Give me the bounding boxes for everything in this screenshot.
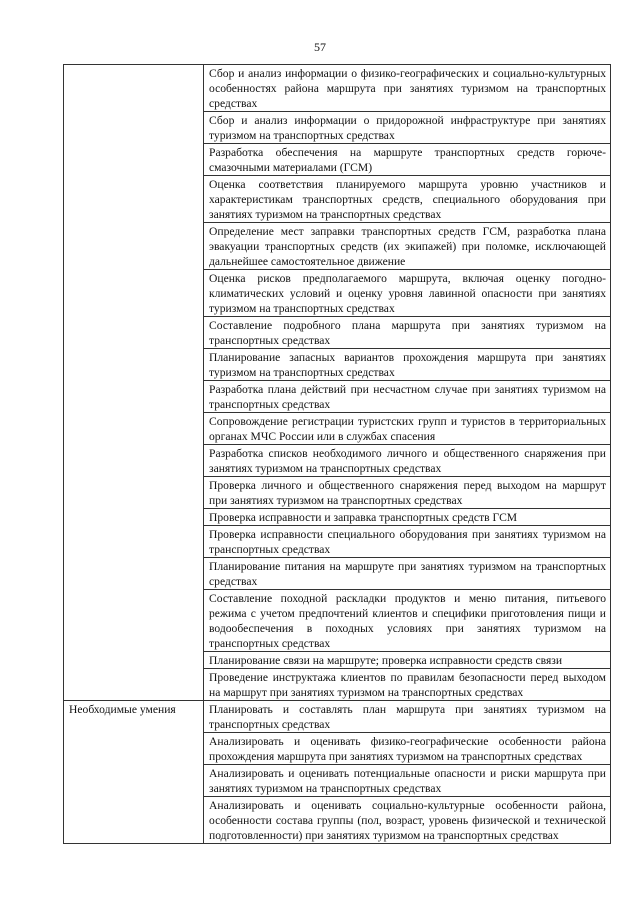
labor-action-cell: [204, 381, 611, 413]
labor-action-text: Сбор и анализ информации о придорожной инфраструктуре при занятиях туризмом на транспортных средствах: [209, 114, 606, 142]
skill-cell: [204, 701, 611, 733]
labor-action-cell: [204, 270, 611, 317]
labor-action-text: Планирование запасных вариантов прохождения маршрута при занятиях туризмом на транспортных средствах: [209, 351, 606, 379]
labor-action-cell: [204, 349, 611, 381]
labor-actions-label-cell: [64, 65, 204, 701]
labor-action-cell: [204, 65, 611, 112]
labor-action-text: Проверка исправности и заправка транспортных средств ГСМ: [209, 511, 518, 524]
labor-action-text: Проведение инструктажа клиентов по правилам безопасности перед выходом на маршрут при занятиях туризмом на транспортных средствах: [209, 671, 606, 699]
labor-action-cell: [204, 526, 611, 558]
labor-action-text: Составление подробного плана маршрута при занятиях туризмом на транспортных средствах: [209, 319, 606, 347]
labor-action-cell: [204, 176, 611, 223]
labor-action-cell: [204, 413, 611, 445]
labor-action-text: Планирование питания на маршруте при занятиях туризмом на транспортных средствах: [209, 560, 606, 588]
labor-action-text: Сбор и анализ информации о физико-географических и социально-культурных особенностях района маршрута при занятиях туризмом на транспортных средствах: [209, 67, 606, 110]
labor-action-text: Определение мест заправки транспортных средств ГСМ, разработка плана эвакуации транспортных средств (их экипажей) при поломке, исключающей дальнейшее самостоятельное движение: [209, 225, 606, 268]
skill-cell: [204, 765, 611, 797]
labor-action-cell: [204, 477, 611, 509]
labor-action-cell: [204, 144, 611, 176]
labor-action-cell: [204, 317, 611, 349]
skills-label: Необходимые умения: [69, 703, 176, 716]
skill-text: Анализировать и оценивать социально-культурные особенности района, особенности состава группы (пол, возраст, уровень физической и технической подготовленности) при занятиях туризмом на транспортных средствах: [209, 799, 606, 842]
labor-action-cell: [204, 509, 611, 526]
labor-action-text: Разработка плана действий при несчастном случае при занятиях туризмом на транспортных средствах: [209, 383, 606, 411]
labor-action-cell: [204, 590, 611, 652]
labor-action-cell: [204, 445, 611, 477]
labor-action-text: Проверка личного и общественного снаряжения перед выходом на маршрут при занятиях туризмом на транспортных средствах: [209, 479, 606, 507]
labor-action-text: Сопровождение регистрации туристских групп и туристов в территориальных органах МЧС России или в службах спасения: [209, 415, 606, 443]
labor-action-cell: [204, 558, 611, 590]
labor-action-text: Планирование связи на маршруте; проверка исправности средств связи: [209, 654, 563, 667]
skill-text: Анализировать и оценивать физико-географические особенности района прохождения маршрута при занятиях туризмом на транспортных средствах: [209, 735, 606, 763]
table-row: [64, 65, 611, 112]
labor-action-cell: [204, 223, 611, 270]
labor-action-cell: [204, 669, 611, 701]
labor-action-text: Оценка соответствия планируемого маршрута уровню участников и характеристикам транспортных средств, специального оборудования при занятиях туризмом на транспортных средствах: [209, 178, 606, 221]
page-number: 57: [314, 40, 326, 54]
skill-cell: [204, 797, 611, 844]
skill-cell: [204, 733, 611, 765]
labor-action-text: Составление походной раскладки продуктов и меню питания, питьевого режима с учетом предпочтений клиентов и специфики приготовления пищи и водообеспечения в походных условиях при занятиях туризмом на транспортных средствах: [209, 592, 606, 650]
labor-action-text: Оценка рисков предполагаемого маршрута, включая оценку погодно-климатических условий и оценку уровня лавинной опасности при занятиях туризмом на транспортных средствах: [209, 272, 606, 315]
labor-action-text: Проверка исправности специального оборудования при занятиях туризмом на транспортных средствах: [209, 528, 606, 556]
competency-table: [63, 64, 611, 844]
table-row: [64, 701, 611, 733]
labor-action-text: Разработка списков необходимого личного и общественного снаряжения при занятиях туризмом на транспортных средствах: [209, 447, 606, 475]
skill-text: Анализировать и оценивать потенциальные опасности и риски маршрута при занятиях туризмом на транспортных средствах: [209, 767, 606, 795]
labor-action-text: Разработка обеспечения на маршруте транспортных средств горюче-смазочными материалами (ГСМ): [209, 146, 606, 174]
labor-action-cell: [204, 652, 611, 669]
skill-text: Планировать и составлять план маршрута при занятиях туризмом на транспортных средствах: [209, 703, 606, 731]
labor-action-cell: [204, 112, 611, 144]
skills-label-cell: [64, 701, 204, 844]
